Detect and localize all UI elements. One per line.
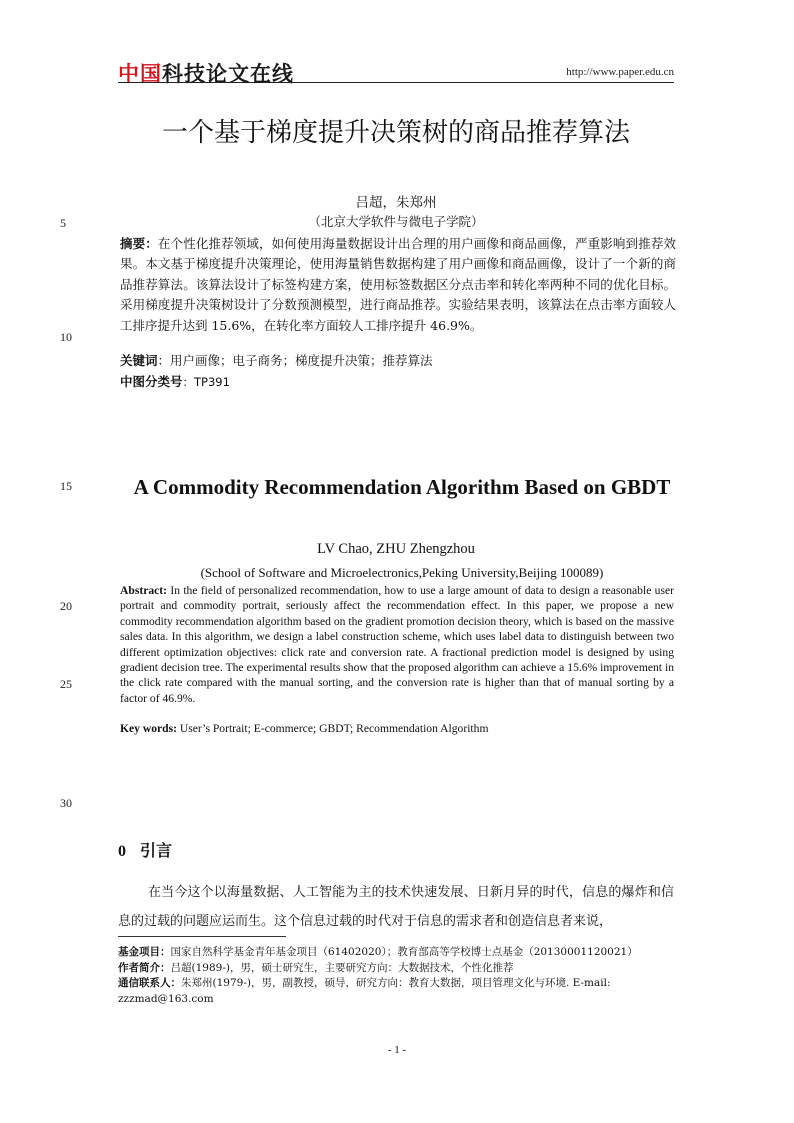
keywords-cn-label: 关键词 xyxy=(120,353,158,368)
header-divider xyxy=(118,82,674,83)
paper-title-cn: 一个基于梯度提升决策树的商品推荐算法 xyxy=(161,118,630,148)
keywords-en-text: User’s Portrait; E-commerce; GBDT; Recommendation Algorithm xyxy=(177,722,489,735)
section-title: 引言 xyxy=(140,841,173,860)
line-number: 30 xyxy=(60,796,72,810)
footnotes xyxy=(118,945,678,1007)
classification-cn-text: ：TP391 xyxy=(182,375,230,389)
body-paragraph: 在当今这个以海量数据、人工智能为主的技术快速发展、日新月异的时代，信息的爆炸和信息的过载的问题应运而生。这个信息过载的时代对于信息的需求者和创造信息者来说， xyxy=(118,885,674,929)
abstract-cn-label: 摘要： xyxy=(120,236,158,251)
abstract-en-label: Abstract: xyxy=(120,584,168,597)
line-number: 5 xyxy=(60,216,66,230)
paper-title-en: A Commodity Recommendation Algorithm Based on GBDT xyxy=(133,475,671,499)
keywords-cn-text: ：用户画像；电子商务；梯度提升决策；推荐算法 xyxy=(157,353,433,368)
authors-en: LV Chao, ZHU Zhengzhou xyxy=(317,541,475,557)
line-number: 15 xyxy=(60,479,72,493)
footnote-funding: 基金项目：国家自然科学基金青年基金项目（61402020）；教育部高等学校博士点基金（20130001120021） xyxy=(118,946,638,958)
affiliation-en: (School of Software and Microelectronics,Peking University,Beijing 100089) xyxy=(200,565,604,580)
keywords-en-label: Key words: xyxy=(120,722,177,735)
line-number: 20 xyxy=(60,599,72,613)
section-number: 0 xyxy=(118,843,126,860)
footnote-divider xyxy=(118,936,286,937)
abstract-en-text: In the field of personalized recommendation, how to use a large amount of data to design a reasonable user portrait and commodity portrait, seriously affect the recommendation effect. In this paper, we propose a new commodity recommendation algorithm based on the gradient promotion decision theory, which is based on the massive sales data. In this algorithm, we design a label construction scheme, which uses label data to distinguish between two different optimization objectives: click rate and conversion rate. A fractional prediction model is designed by using gradient decision tree. The experimental results show that the proposed algorithm can achieve a 15.6% improvement in the click rate compared with the manual sorting, and the conversion rate is higher than that of manual sorting by a factor of 46.9%. xyxy=(120,584,674,705)
keywords-cn xyxy=(120,351,676,371)
footnote-contact: 通信联系人：朱郑州(1979-)，男，副教授，硕导，研究方向：教育大数据，项目管理文化与环境. E-mail: zzzmad@163.com xyxy=(118,977,611,1005)
header-url[interactable]: http://www.paper.edu.cn xyxy=(566,66,674,78)
page-number: - 1 - xyxy=(387,1044,407,1056)
authors-cn: 吕超，朱郑州 xyxy=(355,195,437,211)
line-number: 25 xyxy=(60,677,72,691)
affiliation-cn: （北京大学软件与微电子学院） xyxy=(308,214,484,229)
footnote-author-bio: 作者简介：吕超(1989-)，男，硕士研究生，主要研究方向：大数据技术，个性化推荐 xyxy=(118,961,514,974)
section-heading xyxy=(118,838,172,861)
abstract-cn-text: 在个性化推荐领域，如何使用海量数据设计出合理的用户画像和商品画像，严重影响到推荐效果。本文基于梯度提升决策理论，使用海量销售数据构建了用户画像和商品画像，设计了一个新的商品推荐算法。该算法设计了标签构建方案，使用标签数据区分点击率和转化率两种不同的优化目标。采用梯度提升决策树设计了分数预测模型，进行商品推荐。实验结果表明，该算法在点击率方面较人工排序提升达到 15.6%，在转化率方面较人工排序提升 46.9%。 xyxy=(120,236,676,333)
line-number: 10 xyxy=(60,330,72,344)
journal-logo: 中国科技论文在线 xyxy=(118,62,294,86)
classification-cn-label: 中图分类号 xyxy=(120,374,183,389)
abstract-en xyxy=(120,583,674,706)
classification-cn xyxy=(120,372,676,392)
keywords-en xyxy=(120,721,674,736)
abstract-cn xyxy=(120,234,676,336)
